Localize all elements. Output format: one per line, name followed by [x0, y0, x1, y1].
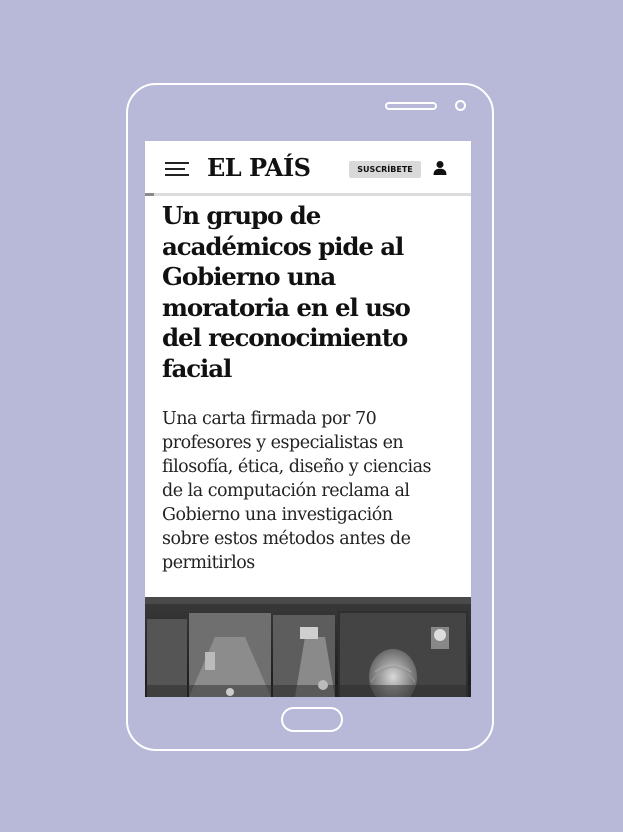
article-standfirst	[162, 407, 462, 575]
standfirst-line: de la computación reclama al	[162, 481, 410, 501]
home-button[interactable]	[281, 707, 343, 732]
standfirst-line: sobre estos métodos antes de	[162, 529, 411, 549]
standfirst-line: Una carta firmada por 70	[162, 409, 377, 429]
subscribe-button[interactable]: SUSCRÍBETE	[349, 161, 421, 178]
headline-line: moratoria en el uso	[162, 292, 410, 322]
phone-camera	[455, 100, 466, 111]
user-icon[interactable]	[433, 160, 447, 176]
standfirst-line: profesores y especialistas en	[162, 433, 404, 453]
scroll-progress-indicator	[145, 193, 154, 196]
standfirst-line: filosofía, ética, diseño y ciencias	[162, 457, 431, 477]
headline-line: Gobierno una	[162, 262, 336, 291]
phone-speaker	[385, 102, 437, 110]
headline-line: académicos pide al	[162, 231, 404, 261]
standfirst-line: Gobierno una investigación	[162, 505, 393, 525]
site-logo[interactable]: EL PAÍS	[207, 153, 311, 182]
phone-screen	[145, 141, 471, 697]
headline-line: Un grupo de	[162, 201, 321, 230]
site-header	[145, 141, 471, 195]
headline-line: del reconocimiento	[162, 323, 408, 352]
header-divider	[145, 193, 471, 196]
article-photo[interactable]	[145, 597, 471, 697]
hamburger-menu-icon[interactable]	[165, 162, 189, 177]
article-headline[interactable]	[162, 201, 462, 384]
headline-line: facial	[162, 353, 232, 383]
standfirst-line: permitirlos	[162, 553, 255, 573]
